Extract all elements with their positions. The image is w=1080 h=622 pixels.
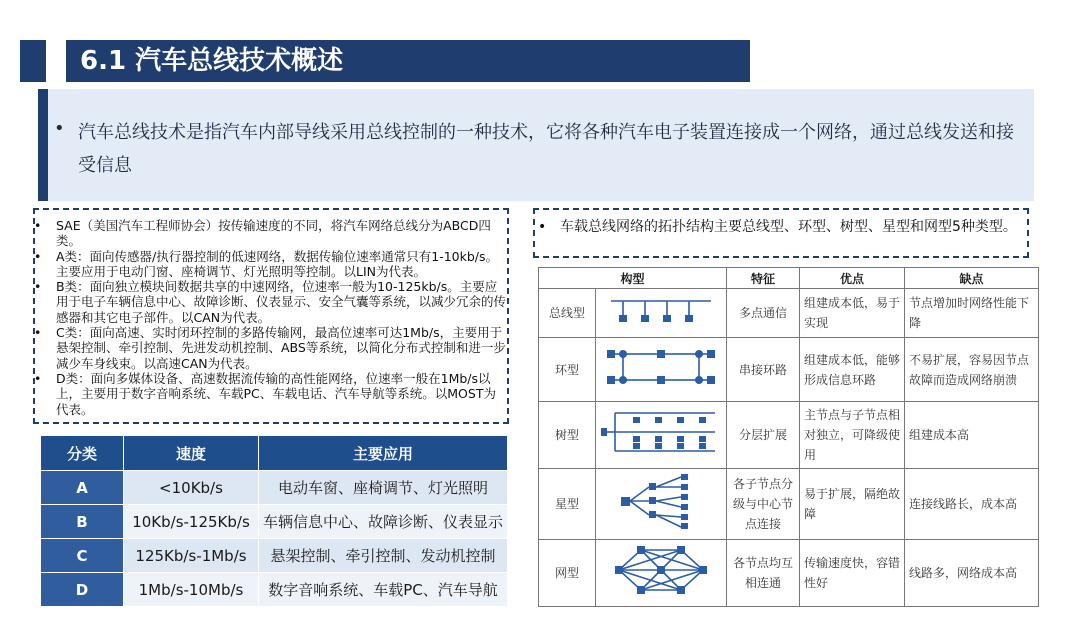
topology-intro-list	[534, 218, 1028, 236]
list-item: • B类：面向独立模块间数据共享的中速网络，位速率一般为10-125kb/s。主要应用于电子车辆信息中心、故障诊断、仪表显示、安全气囊等系统，以减少冗余的传感器和其它电子部件。以CAN为代表。	[30, 279, 508, 325]
title-accent-block	[20, 40, 46, 82]
header-topology: 构型	[539, 268, 727, 289]
topology-name: 环型	[539, 338, 596, 402]
feature-cell: 多点通信	[727, 289, 800, 338]
speed-cell: 125Kb/s-1Mb/s	[124, 539, 259, 573]
table-row	[41, 471, 508, 505]
pros-cell: 组建成本低，易于实现	[800, 289, 905, 338]
pros-cell: 易于扩展，隔绝故障	[800, 469, 905, 540]
pros-cell: 主节点与子节点相对独立，可降级使用	[800, 402, 905, 469]
topology-name: 星型	[539, 469, 596, 540]
list-item: • 车载总线网络的拓扑结构主要总线型、环型、树型、星型和网型5种类型。	[534, 218, 1028, 236]
star-topology-icon	[596, 469, 727, 540]
mesh-topology-icon	[596, 540, 727, 607]
intro-text: 汽车总线技术是指汽车内部导线采用总线控制的一种技术，它将各种汽车电子装置连接成一个网络，通过总线发送和接受信息	[78, 122, 1014, 176]
feature-cell: 串接环路	[727, 338, 800, 402]
table-row	[41, 573, 508, 607]
application-cell: 悬架控制、牵引控制、发动机控制	[259, 539, 508, 573]
sae-classification-list	[30, 218, 508, 417]
intro-bullet: •	[54, 118, 65, 139]
feature-cell: 各子节点分级与中心节点连接	[727, 469, 800, 540]
table-row	[539, 469, 1039, 540]
cons-cell: 连接线路长，成本高	[905, 469, 1039, 540]
cons-cell: 不易扩展，容易因节点故障而造成网络崩溃	[905, 338, 1039, 402]
class-cell: D	[41, 573, 124, 607]
topology-name: 树型	[539, 402, 596, 469]
table-row	[539, 338, 1039, 402]
tree-topology-icon	[596, 402, 727, 469]
list-item: • SAE（美国汽车工程师协会）按传输速度的不同，将汽车网络总线分为ABCD四类。	[30, 218, 508, 249]
feature-cell: 分层扩展	[727, 402, 800, 469]
bus-topology-icon	[596, 289, 727, 338]
table-header-row	[41, 436, 508, 471]
table-row	[539, 540, 1039, 607]
speed-cell: 10Kb/s-125Kb/s	[124, 505, 259, 539]
header-cons: 缺点	[905, 268, 1039, 289]
header-application: 主要应用	[259, 436, 508, 471]
class-cell: A	[41, 471, 124, 505]
topology-name: 总线型	[539, 289, 596, 338]
cons-cell: 节点增加时网络性能下降	[905, 289, 1039, 338]
header-pros: 优点	[800, 268, 905, 289]
speed-classification-table	[40, 435, 508, 607]
page-title: 6.1 汽车总线技术概述	[66, 40, 750, 82]
header-speed: 速度	[124, 436, 259, 471]
header-feature: 特征	[727, 268, 800, 289]
topology-name: 网型	[539, 540, 596, 607]
list-item: • D类：面向多媒体设备、高速数据流传输的高性能网络，位速率一般在1Mb/s以上，主要用于数字音响系统、车载PC、车载电话、汽车导航等系统。以MOST为代表。	[30, 371, 508, 417]
application-cell: 电动车窗、座椅调节、灯光照明	[259, 471, 508, 505]
cons-cell: 线路多，网络成本高	[905, 540, 1039, 607]
ring-topology-icon	[596, 338, 727, 402]
feature-cell: 各节点均互相连通	[727, 540, 800, 607]
table-row	[41, 505, 508, 539]
list-item: • C类：面向高速、实时闭环控制的多路传输网，最高位速率可达1Mb/s，主要用于悬架控制、牵引控制、先进发动机控制、ABS等系统，以简化分布式控制和进一步减少车身线束。以高速CAN为代表。	[30, 325, 508, 371]
table-row	[539, 402, 1039, 469]
table-row	[41, 539, 508, 573]
table-row	[539, 289, 1039, 338]
speed-cell: 1Mb/s-10Mb/s	[124, 573, 259, 607]
topology-table	[538, 267, 1039, 607]
pros-cell: 组建成本低，能够形成信息环路	[800, 338, 905, 402]
class-cell: B	[41, 505, 124, 539]
speed-cell: <10Kb/s	[124, 471, 259, 505]
pros-cell: 传输速度快，容错性好	[800, 540, 905, 607]
application-cell: 车辆信息中心、故障诊断、仪表显示	[259, 505, 508, 539]
list-item: • A类：面向传感器/执行器控制的低速网络，数据传输位速率通常只有1-10kb/s。主要应用于电动门窗、座椅调节、灯光照明等控制。以LIN为代表。	[30, 249, 508, 280]
intro-accent-bar	[38, 89, 48, 201]
application-cell: 数字音响系统、车载PC、汽车导航	[259, 573, 508, 607]
table-header-row	[539, 268, 1039, 289]
cons-cell: 组建成本高	[905, 402, 1039, 469]
header-class: 分类	[41, 436, 124, 471]
class-cell: C	[41, 539, 124, 573]
